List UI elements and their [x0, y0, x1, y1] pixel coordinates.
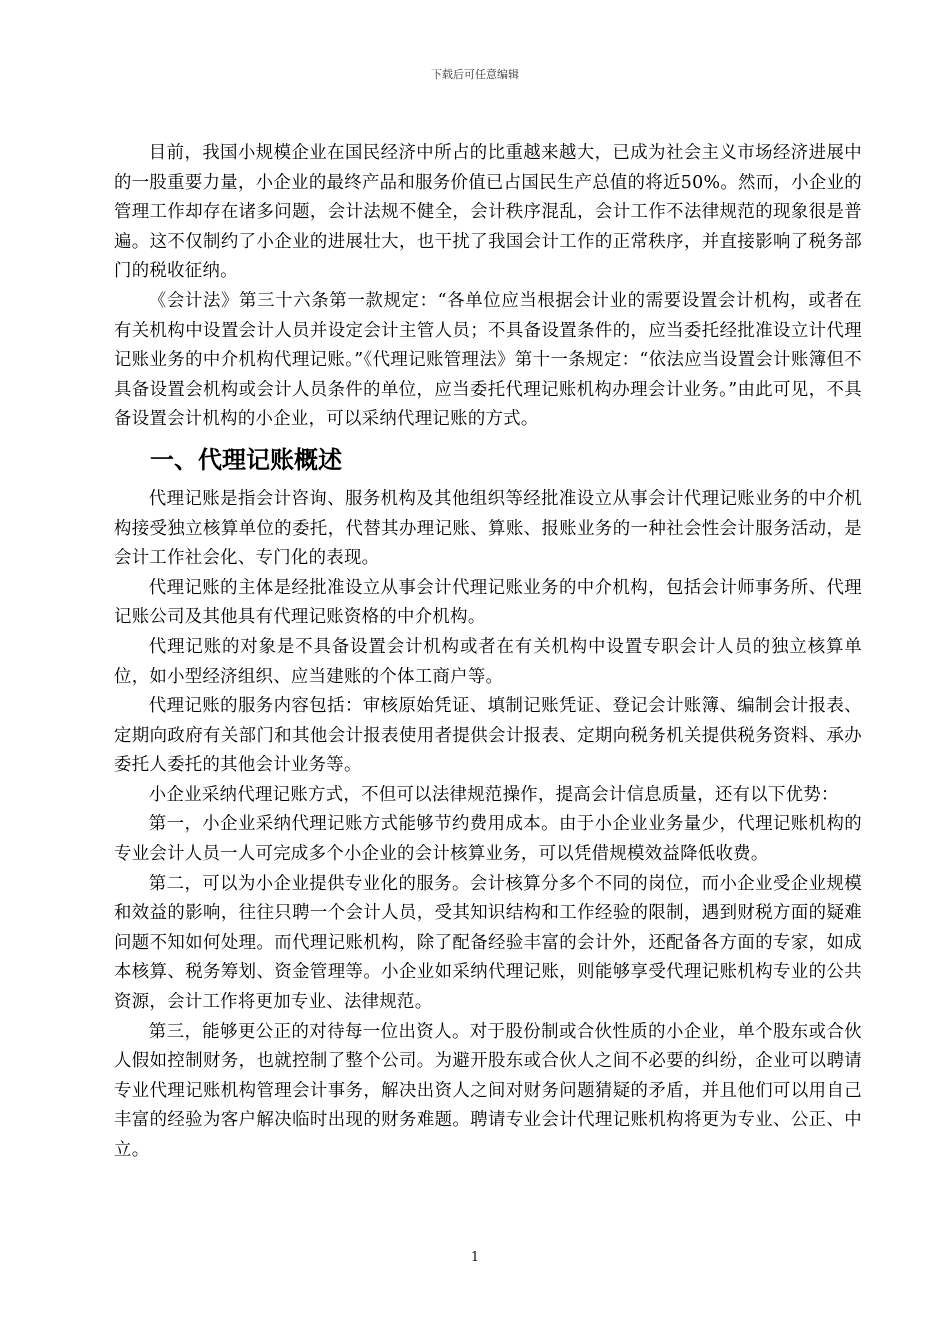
section-paragraph-definition: 代理记账是指会计咨询、服务机构及其他组织等经批准设立从事会计代理记账业务的中介机构接受独立核算单位的委托，代替其办理记账、算账、报账业务的一种社会性会计服务活动，是会计工作社会化、专门化的表现。 [114, 488, 862, 569]
section-paragraph-services: 代理记账的服务内容包括：审核原始凭证、填制记账凭证、登记会计账簿、编制会计报表、定期向政府有关部门和其他会计报表使用者提供会计报表、定期向税务机关提供税务资料、承办委托人委托的其他会计业务等。 [114, 696, 862, 776]
section-paragraph-second: 第二，可以为小企业提供专业化的服务。会计核算分多个不同的岗位，而小企业受企业规模和效益的影响，往往只聘一个会计人员，受其知识结构和工作经验的限制，遇到财税方面的疑难问题不知如何处理。而代理记账机构，除了配备经验丰富的会计外，还配备各方面的专家，如成本核算、税务筹划、资金管理等。小企业如采纳代理记账，则能够享受代理记账机构专业的公共资源，会计工作将更加专业、法律规范。 [114, 873, 862, 1013]
section-paragraph-third: 第三，能够更公正的对待每一位出资人。对于股份制或合伙性质的小企业，单个股东或合伙人假如控制财务，也就控制了整个公司。为避开股东或合伙人之间不必要的纠纷，企业可以聘请专业代理记账机构管理会计事务，解决出资人之间对财务问题猜疑的矛盾，并且他们可以用自己丰富的经验为客户解决临时出现的财务难题。聘请专业会计代理记账机构将更为专业、公正、中立。 [114, 1021, 862, 1160]
intro-paragraph-1: 目前，我国小规模企业在国民经济中所占的比重越来越大，已成为社会主义市场经济进展中的一股重要力量，小企业的最终产品和服务价值已占国民生产总值的将近50%。然而，小企业的管理工作却存在诸多问题，会计法规不健全，会计秩序混乱，会计工作不法律规范的现象很是普遍。这不仅制约了小企业的进展壮大，也干扰了我国会计工作的正常秩序，并直接影响了税务部门的税收征纳。 [114, 143, 862, 282]
section-paragraph-subject: 代理记账的主体是经批准设立从事会计代理记账业务的中介机构，包括会计师事务所、代理记账公司及其他具有代理记账资格的中介机构。 [114, 577, 862, 628]
document-body [114, 139, 862, 1166]
intro-paragraph-2: 《会计法》第三十六条第一款规定：“各单位应当根据会计业的需要设置会计机构，或者在有关机构中设置会计人员并设定会计主管人员；不具备设置条件的，应当委托经批准设立计代理记账业务的中介机构代理记账。”《代理记账管理法》第十一条规定：“依法应当设置会计账簿但不具备设置会机构或会计人员条件的单位，应当委托代理记账机构办理会计业务。”由此可见，不具备设置会计机构的小企业，可以采纳代理记账的方式。 [114, 290, 862, 430]
section-paragraph-first: 第一，小企业采纳代理记账方式能够节约费用成本。由于小企业业务量少，代理记账机构的专业会计人员一人可完成多个小企业的会计核算业务，可以凭借规模效益降低收费。 [114, 814, 862, 865]
page-number: 1 [470, 1250, 480, 1265]
section-heading: 一、代理记账概述 [150, 445, 342, 474]
section-paragraph-advantages: 小企业采纳代理记账方式，不但可以法律规范操作，提高会计信息质量，还有以下优势： [148, 784, 839, 805]
page-header: 下载后可任意编辑 [431, 68, 519, 81]
section-paragraph-object: 代理记账的对象是不具备设置会计机构或者在有关机构中设置专职会计人员的独立核算单位，如小型经济组织、应当建账的个体工商户等。 [114, 636, 862, 687]
